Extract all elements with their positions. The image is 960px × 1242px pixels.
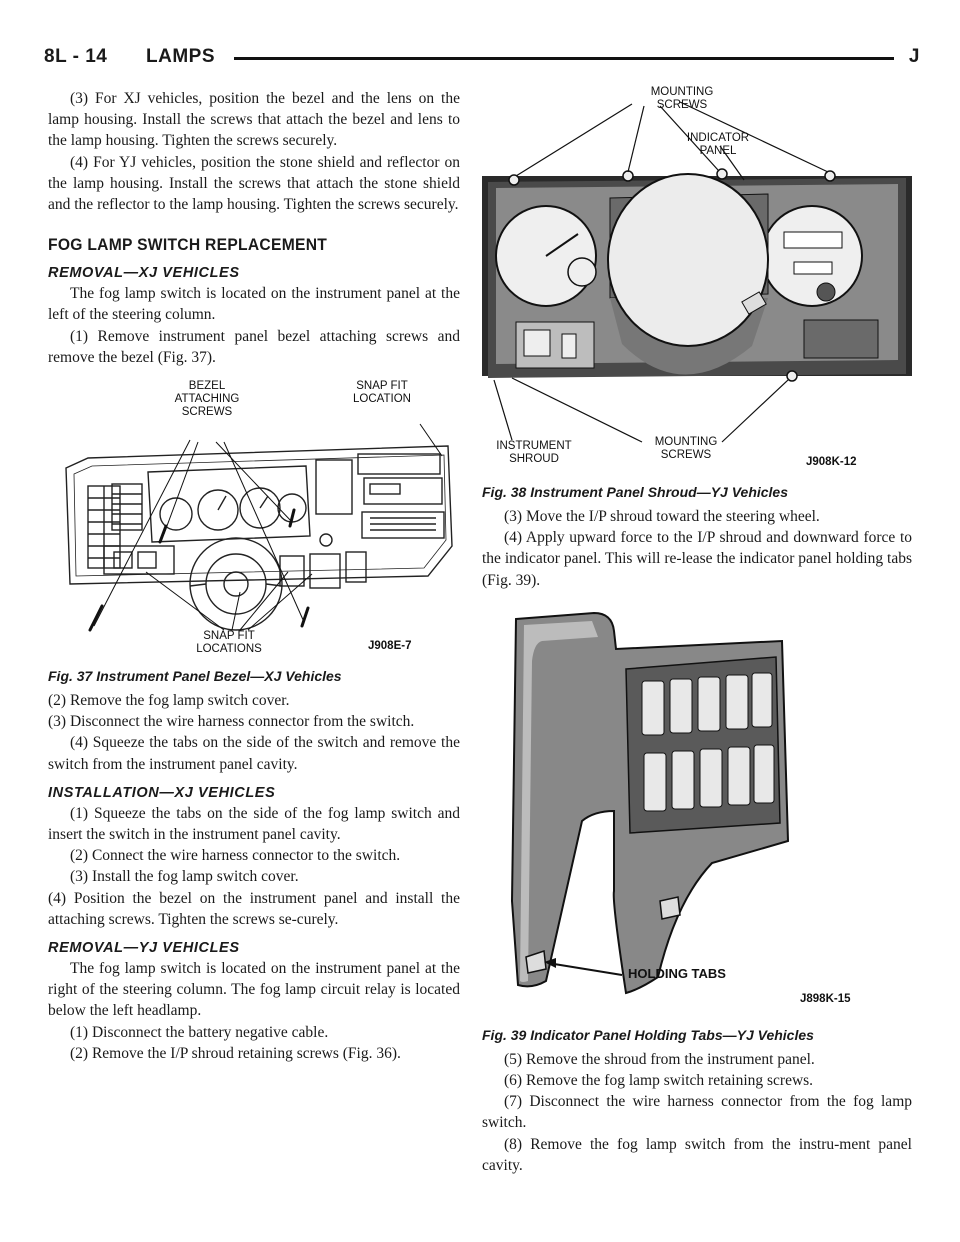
paragraph: (5) Remove the shroud from the instrument panel. bbox=[504, 1050, 815, 1068]
page-header bbox=[44, 46, 920, 76]
subsection-heading: INSTALLATION—XJ VEHICLES bbox=[48, 784, 276, 801]
section-title: LAMPS bbox=[146, 46, 215, 67]
right-column bbox=[482, 84, 912, 1176]
figure-code: J908E-7 bbox=[368, 640, 412, 653]
instrument-panel-bezel-illustration bbox=[48, 376, 460, 664]
paragraph: (8) Remove the fog lamp switch from the instru-ment panel cavity. bbox=[482, 1135, 912, 1174]
label-holding-tabs: HOLDING TABS bbox=[628, 965, 726, 981]
figure-39-caption: Fig. 39 Indicator Panel Holding Tabs—YJ Vehicles bbox=[482, 1026, 814, 1043]
header-rule bbox=[234, 57, 894, 60]
label-mounting-screws-bottom: MOUNTING SCREWS bbox=[654, 436, 718, 461]
label-mounting-screws-top: MOUNTING SCREWS bbox=[650, 86, 714, 111]
left-column bbox=[48, 88, 460, 1064]
paragraph: (3) Disconnect the wire harness connector from the switch. bbox=[48, 713, 415, 731]
section-heading: FOG LAMP SWITCH REPLACEMENT bbox=[48, 235, 328, 255]
indicator-panel-tabs-illustration bbox=[482, 601, 912, 1023]
figure-38 bbox=[482, 84, 912, 480]
paragraph: The fog lamp switch is located on the instrument panel at the left of the steering column. bbox=[48, 285, 460, 324]
page-number: 8L - 14 bbox=[44, 46, 108, 67]
paragraph: (4) Apply upward force to the I/P shroud and downward force to the indicator panel. This will re-lease the indicator panel holding tabs (Fig. 39). bbox=[482, 529, 912, 589]
paragraph: (2) Connect the wire harness connector to the switch. bbox=[70, 847, 401, 865]
label-instrument-shroud: INSTRUMENT SHROUD bbox=[496, 440, 572, 465]
label-snap-fit-locations: SNAP FIT LOCATIONS bbox=[196, 630, 262, 656]
label-indicator-panel: INDICATOR PANEL bbox=[686, 132, 750, 157]
figure-37-caption: Fig. 37 Instrument Panel Bezel—XJ Vehicles bbox=[48, 668, 342, 685]
paragraph: (1) Squeeze the tabs on the side of the fog lamp switch and insert the switch in the instrument panel cavity. bbox=[48, 804, 460, 844]
figure-37 bbox=[48, 376, 460, 664]
figure-code: J908K-12 bbox=[806, 456, 857, 468]
paragraph: (7) Disconnect the wire harness connector from the fog lamp switch. bbox=[482, 1093, 912, 1132]
paragraph: (4) For YJ vehicles, position the stone shield and reflector on the lamp housing. Install the screws that attach the stone shield and the reflector to the lamp housing. Tighten the screws securely. bbox=[48, 153, 460, 214]
paragraph: (4) Squeeze the tabs on the side of the switch and remove the switch from the instrument panel cavity. bbox=[48, 734, 460, 773]
section-letter: J bbox=[908, 46, 920, 67]
figure-39 bbox=[482, 601, 912, 1023]
paragraph: (4) Position the bezel on the instrument panel and install the attaching screws. Tighten the screws se-curely. bbox=[48, 889, 460, 928]
paragraph: (6) Remove the fog lamp switch retaining screws. bbox=[504, 1072, 814, 1090]
subsection-heading: REMOVAL—YJ VEHICLES bbox=[48, 940, 240, 957]
paragraph: (1) Disconnect the battery negative cable. bbox=[70, 1023, 329, 1041]
paragraph: (3) For XJ vehicles, position the bezel and the lens on the lamp housing. Install the screws that attach the bezel and lens to the lamp housing. Tighten the screws securely. bbox=[48, 90, 460, 150]
paragraph: (3) Move the I/P shroud toward the steering wheel. bbox=[504, 508, 820, 525]
figure-code: J898K-15 bbox=[800, 992, 851, 1005]
paragraph: (3) Install the fog lamp switch cover. bbox=[70, 868, 299, 886]
subsection-heading: REMOVAL—XJ VEHICLES bbox=[48, 265, 240, 282]
paragraph: (2) Remove the fog lamp switch cover. bbox=[48, 692, 290, 710]
paragraph: (1) Remove instrument panel bezel attaching screws and remove the bezel (Fig. 37). bbox=[48, 327, 460, 366]
label-bezel-screws: BEZEL ATTACHING SCREWS bbox=[174, 380, 240, 419]
paragraph: The fog lamp switch is located on the instrument panel at the right of the steering column. The fog lamp circuit relay is located below the left headlamp. bbox=[48, 960, 460, 1020]
paragraph: (2) Remove the I/P shroud retaining screws (Fig. 36). bbox=[70, 1044, 401, 1062]
figure-38-caption: Fig. 38 Instrument Panel Shroud—YJ Vehicles bbox=[482, 484, 789, 500]
label-snap-fit-location: SNAP FIT LOCATION bbox=[353, 380, 411, 406]
